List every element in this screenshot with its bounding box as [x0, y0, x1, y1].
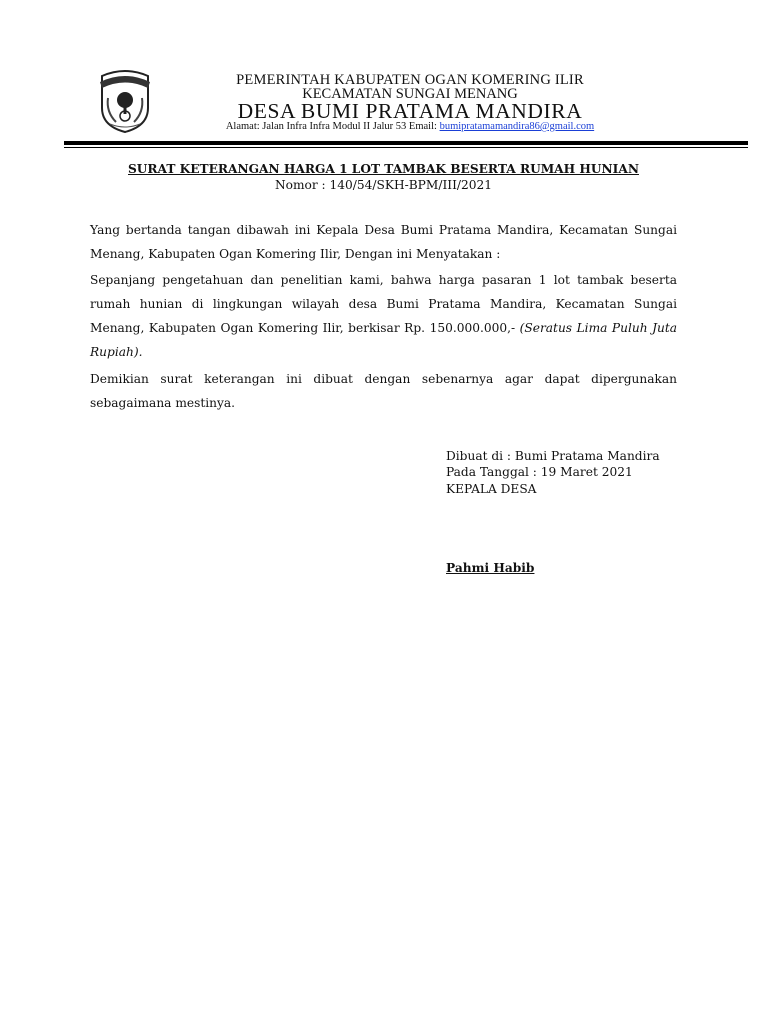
statement-text: Sepanjang pengetahuan dan penelitian kami, bahwa harga pasaran 1 lot tambak beserta rumah hunian di lingkungan wilayah desa Bumi Pratama Mandira, Kecamatan Sungai Menang, Kabupaten Ogan Komering Ilir, berkisar Rp. 150.000.000,- — [90, 273, 677, 335]
village-heading: DESA BUMI PRATAMA MANDIRA — [237, 99, 583, 123]
signature-date: Pada Tanggal : 19 Maret 2021 — [446, 465, 633, 479]
paragraph-closing: Demikian surat keterangan ini dibuat dengan sebenarnya agar dapat dipergunakan sebagaimana mestinya. — [90, 372, 677, 410]
address-line — [150, 121, 670, 132]
government-heading: PEMERINTAH KABUPATEN OGAN KOMERING ILIR — [236, 72, 584, 88]
amount-in-words: (Seratus Lima Puluh Juta Rupiah). — [90, 321, 678, 359]
document-number: Nomor : 140/54/SKH-BPM/III/2021 — [274, 178, 493, 192]
village-logo-emblem — [96, 68, 154, 134]
paragraph-intro: Yang bertanda tangan dibawah ini Kepala Desa Bumi Pratama Mandira, Kecamatan Sungai Menang, Kabupaten Ogan Komering Ilir, Dengan ini Menyatakan : — [90, 223, 677, 261]
signatory-name: Pahmi Habib — [446, 561, 535, 575]
signature-position: KEPALA DESA — [446, 482, 537, 496]
signature-place: Dibuat di : Bumi Pratama Mandira — [446, 449, 660, 463]
document-title: SURAT KETERANGAN HARGA 1 LOT TAMBAK BESERTA RUMAH HUNIAN — [128, 162, 639, 176]
email-link[interactable]: bumipratamamandira86@gmail.com — [439, 121, 595, 132]
paragraph-statement — [90, 268, 677, 364]
header-divider-thick — [64, 141, 748, 145]
district-heading: KECAMATAN SUNGAI MENANG — [302, 86, 518, 102]
address-label: Alamat: Jalan Infra Infra Modul II Jalur 53 Email: — [225, 121, 440, 132]
header-divider-thin — [64, 147, 748, 148]
